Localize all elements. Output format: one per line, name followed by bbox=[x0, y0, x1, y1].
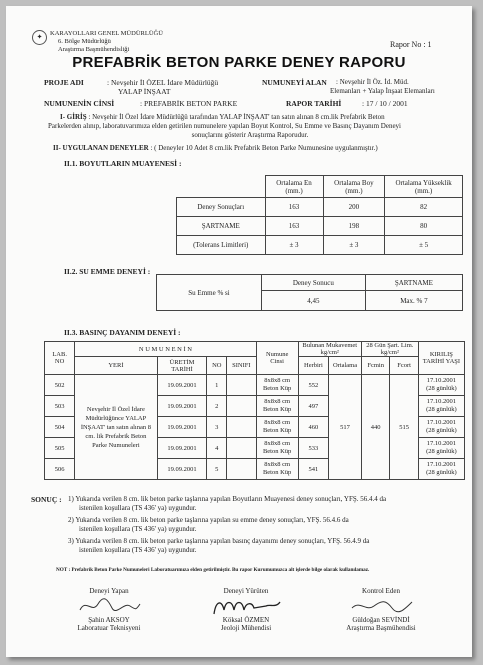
numuneyi-alan-value-2: Elemanları + Yalap İnşaat Elemanları bbox=[330, 87, 435, 95]
numuneyi-alan-value: : Nevşehir İl Öz. İd. Müd. bbox=[336, 78, 409, 86]
boyut-header-boy: Ortalama Boy (mm.) bbox=[323, 176, 385, 198]
yeri-cell: Nevşehir İl Özel İdare Müdürlüğünce YALAP İNŞAAT' tan satın alınan 8 cm. lik Prefabrik Beton Parke Numuneleri bbox=[75, 375, 157, 480]
fcort-cell: 515 bbox=[390, 375, 418, 480]
giris-line-3: sonuçlarını gösterir Araştırma Raporudur. bbox=[191, 131, 309, 139]
no-cell: 4 bbox=[207, 438, 227, 459]
lab-no-cell: 502 bbox=[45, 375, 75, 396]
kirilis-cell: 17.10.2001 (28 günlük) bbox=[418, 396, 464, 417]
giris-paragraph bbox=[48, 113, 460, 140]
fcmin-cell: 440 bbox=[361, 375, 390, 480]
handwritten-signature-icon bbox=[206, 596, 286, 616]
giris-label: I- GİRİŞ bbox=[60, 113, 87, 121]
boyut-cell: ± 5 bbox=[385, 236, 463, 255]
numunenin-header: N U M U N E N İ N bbox=[75, 342, 256, 357]
numuneyi-alan-label: NUMUNEYİ ALAN bbox=[262, 78, 327, 87]
document-page bbox=[6, 6, 472, 657]
su-emme-table bbox=[156, 274, 463, 311]
boyut-row-label: Deney Sonuçları bbox=[177, 198, 266, 217]
proje-adi-value: : Nevşehir İl ÖZEL İdare Müdürlüğü bbox=[107, 78, 219, 87]
sinifi-cell bbox=[227, 438, 257, 459]
cins-cell: 8x8x8 cm Beton Küp bbox=[256, 459, 298, 480]
date-cell: 19.09.2001 bbox=[157, 417, 207, 438]
signature-deneyi-yuruten: Deneyi Yürüten Köksal ÖZMEN Jeoloji Mühendisi bbox=[191, 587, 301, 633]
ortalama-header: Ortalama bbox=[329, 357, 362, 375]
date-cell: 19.09.2001 bbox=[157, 375, 207, 396]
date-cell: 19.09.2001 bbox=[157, 396, 207, 417]
boyut-header-row bbox=[177, 176, 463, 198]
boyut-row-label: ŞARTNAME bbox=[177, 217, 266, 236]
no-cell: 5 bbox=[207, 459, 227, 480]
herbiri-cell: 460 bbox=[298, 417, 329, 438]
kirilis-cell: 17.10.2001 (28 günlük) bbox=[418, 375, 464, 396]
deneyler-label: II- UYGULANAN DENEYLER bbox=[53, 144, 149, 152]
basinc-header-row-1 bbox=[45, 342, 465, 357]
boyut-cell: ± 3 bbox=[265, 236, 323, 255]
herbiri-cell: 533 bbox=[298, 438, 329, 459]
lab-no-cell: 504 bbox=[45, 417, 75, 438]
herbiri-cell: 497 bbox=[298, 396, 329, 417]
handwritten-signature-icon bbox=[346, 596, 416, 616]
giris-line-2: Parkelerden alınıp, laboratuvarımıza elden getirilen numunelere yapılan Boyut Kontrol, Su Emme ve Basınç Dayanım Deneyi bbox=[48, 122, 402, 130]
boyut-row-label: (Tolerans Limitleri) bbox=[177, 236, 266, 255]
su-emme-row-label: Su Emme % si bbox=[157, 275, 262, 311]
lab-no-cell: 505 bbox=[45, 438, 75, 459]
basinc-heading: II.3. BASINÇ DAYANIM DENEYİ : bbox=[64, 328, 181, 337]
sinifi-cell bbox=[227, 459, 257, 480]
boyut-cell: ± 3 bbox=[323, 236, 385, 255]
yeri-header: YERİ bbox=[75, 357, 157, 375]
boyut-cell: 163 bbox=[265, 198, 323, 217]
bulunan-header: Bulunan Mukavemet kg/cm² bbox=[298, 342, 361, 357]
handwritten-signature-icon bbox=[74, 596, 144, 616]
herbiri-cell: 541 bbox=[298, 459, 329, 480]
numune-cinsi-value: : PREFABRİK BETON PARKE bbox=[140, 99, 238, 108]
rapor-tarihi-value: : 17 / 10 / 2001 bbox=[362, 99, 408, 108]
signature-deneyi-yapan: Deneyi Yapan Şahin AKSOY Laboratuar Teknisyeni bbox=[54, 587, 164, 633]
ortalama-cell: 517 bbox=[329, 375, 362, 480]
cins-cell: 8x8x8 cm Beton Küp bbox=[256, 417, 298, 438]
no-cell: 2 bbox=[207, 396, 227, 417]
table-row bbox=[157, 275, 463, 291]
boyut-heading: II.1. BOYUTLARIN MUAYENESİ : bbox=[64, 159, 182, 168]
lab-no-cell: 503 bbox=[45, 396, 75, 417]
sinifi-header: SINIFI bbox=[227, 357, 257, 375]
su-emme-header-sartname: ŞARTNAME bbox=[365, 275, 462, 291]
no-header: NO bbox=[207, 357, 227, 375]
no-cell: 3 bbox=[207, 417, 227, 438]
cins-cell: 8x8x8 cm Beton Küp bbox=[256, 438, 298, 459]
su-emme-sartname-value: Max. % 7 bbox=[365, 291, 462, 311]
numune-cinsi-header: Numune Cinsi bbox=[256, 342, 298, 375]
fcmin-header: Fcmin bbox=[361, 357, 390, 375]
table-row bbox=[177, 198, 463, 217]
kirilis-cell: 17.10.2001 (28 günlük) bbox=[418, 459, 464, 480]
cins-cell: 8x8x8 cm Beton Küp bbox=[256, 396, 298, 417]
sonuc-item: 3) Yukarıda verilen 8 cm. lik beton parke taşlarına yapılan basınç dayanımı deney sonuçları, YFŞ. 56.4.9 da bbox=[68, 537, 370, 545]
table-row bbox=[177, 236, 463, 255]
org-line-1: KARAYOLLARI GENEL MÜDÜRLÜĞÜ bbox=[50, 30, 163, 37]
report-title: PREFABRİK BETON PARKE DENEY RAPORU bbox=[72, 54, 406, 71]
boyut-header-en: Ortalama En (mm.) bbox=[265, 176, 323, 198]
sonuc-label: SONUÇ : bbox=[31, 495, 62, 504]
lab-no-header: LAB. NO bbox=[45, 342, 75, 375]
boyut-cell: 82 bbox=[385, 198, 463, 217]
proje-adi-label: PROJE ADI bbox=[44, 78, 84, 87]
boyut-cell: 163 bbox=[265, 217, 323, 236]
report-number: Rapor No : 1 bbox=[390, 40, 432, 49]
sinifi-cell bbox=[227, 375, 257, 396]
herbiri-header: Herbiri bbox=[298, 357, 329, 375]
kgm-logo-icon: ✦ bbox=[32, 30, 47, 45]
basinc-header-row-2 bbox=[45, 357, 465, 375]
kirilis-cell: 17.10.2001 (28 günlük) bbox=[418, 417, 464, 438]
signature-kontrol-eden: Kontrol Eden Güldoğan SEVİNDİ Araştırma Başmühendisi bbox=[346, 587, 416, 632]
boyut-table bbox=[176, 175, 463, 255]
fcort-header: Fcort bbox=[390, 357, 418, 375]
sart-header: 28 Gün Şart. Lim. kg/cm² bbox=[361, 342, 418, 357]
lab-no-cell: 506 bbox=[45, 459, 75, 480]
sonuc-item: 2) Yukarıda verilen 8 cm. lik beton parke taşlarına yapılan su emme deney sonuçları, YFŞ. 56.4.6 da bbox=[68, 516, 349, 524]
deneyler-line bbox=[53, 144, 378, 153]
uretim-tarihi-header: ÜRETİM TARİHİ bbox=[157, 357, 207, 375]
table-row bbox=[177, 217, 463, 236]
herbiri-cell: 552 bbox=[298, 375, 329, 396]
no-cell: 1 bbox=[207, 375, 227, 396]
kirilis-header: KIRILIŞ TARİHİ YAŞI bbox=[418, 342, 464, 375]
kirilis-cell: 17.10.2001 (28 günlük) bbox=[418, 438, 464, 459]
sinifi-cell bbox=[227, 396, 257, 417]
sonuc-item: 1) Yukarıda verilen 8 cm. lik beton parke taşlarına yapılan Boyutların Muayenesi deney sonuçları, YFŞ. 56.4.4 da bbox=[68, 495, 387, 503]
basinc-table bbox=[44, 341, 465, 480]
su-emme-header-deney: Deney Sonucu bbox=[262, 275, 366, 291]
date-cell: 19.09.2001 bbox=[157, 459, 207, 480]
boyut-cell: 200 bbox=[323, 198, 385, 217]
su-emme-heading: II.2. SU EMME DENEYİ : bbox=[64, 267, 151, 276]
giris-line-1: : Nevşehir İl Özel İdare Müdürlüğü tarafından YALAP İNŞAAT' tan satın alınan 8 cm.lik Prefabrik Beton bbox=[88, 113, 385, 121]
sonuc-items: 1) Yukarıda verilen 8 cm. lik beton parke taşlarına yapılan Boyutların Muayenesi deney sonuçları, YFŞ. 56.4.4 da istenilen koşullara (TS 436' ya) uygundur. 2) Yukarıda verilen 8 cm. lik beton parke taşlarına yapılan su emme deney sonuçları, YFŞ. 56.4.6 da istenilen koşullara (TS 436' ya) uygundur. 3) Yukarıda verilen 8 cm. lik beton parke taşlarına yapılan basınç dayanımı deney sonuçları, YFŞ. 56.4.9 da istenilen koşullara (TS 436' ya) uygundur. bbox=[68, 495, 458, 555]
deneyler-text: : ( Deneyler 10 Adet 8 cm.lik Prefabrik Beton Parke Numunesine uygulanmıştır.) bbox=[150, 144, 378, 152]
boyut-cell: 198 bbox=[323, 217, 385, 236]
boyut-header-yukseklik: Ortalama Yükseklik (mm.) bbox=[385, 176, 463, 198]
note-line: NOT : Prefabrik Beton Parke Numuneleri Laboratuarımıza elden getirilmiştir. Bu rapor Kurumumuzca alt işlerde bilge olarak kullanılamaz. bbox=[56, 567, 370, 573]
proje-adi-value-2: YALAP İNŞAAT bbox=[118, 87, 171, 96]
cins-cell: 8x8x8 cm Beton Küp bbox=[256, 375, 298, 396]
org-line-2: 6. Bölge Müdürlüğü bbox=[58, 38, 111, 45]
rapor-tarihi-label: RAPOR TARİHİ bbox=[286, 99, 342, 108]
organization-header bbox=[50, 30, 163, 54]
org-line-3: Araştırma Başmühendisliği bbox=[58, 46, 130, 53]
numune-cinsi-label: NUMUNENİN CİNSİ bbox=[44, 99, 115, 108]
table-row bbox=[45, 375, 465, 396]
boyut-cell: 80 bbox=[385, 217, 463, 236]
date-cell: 19.09.2001 bbox=[157, 438, 207, 459]
sinifi-cell bbox=[227, 417, 257, 438]
su-emme-deney-value: 4,45 bbox=[262, 291, 366, 311]
